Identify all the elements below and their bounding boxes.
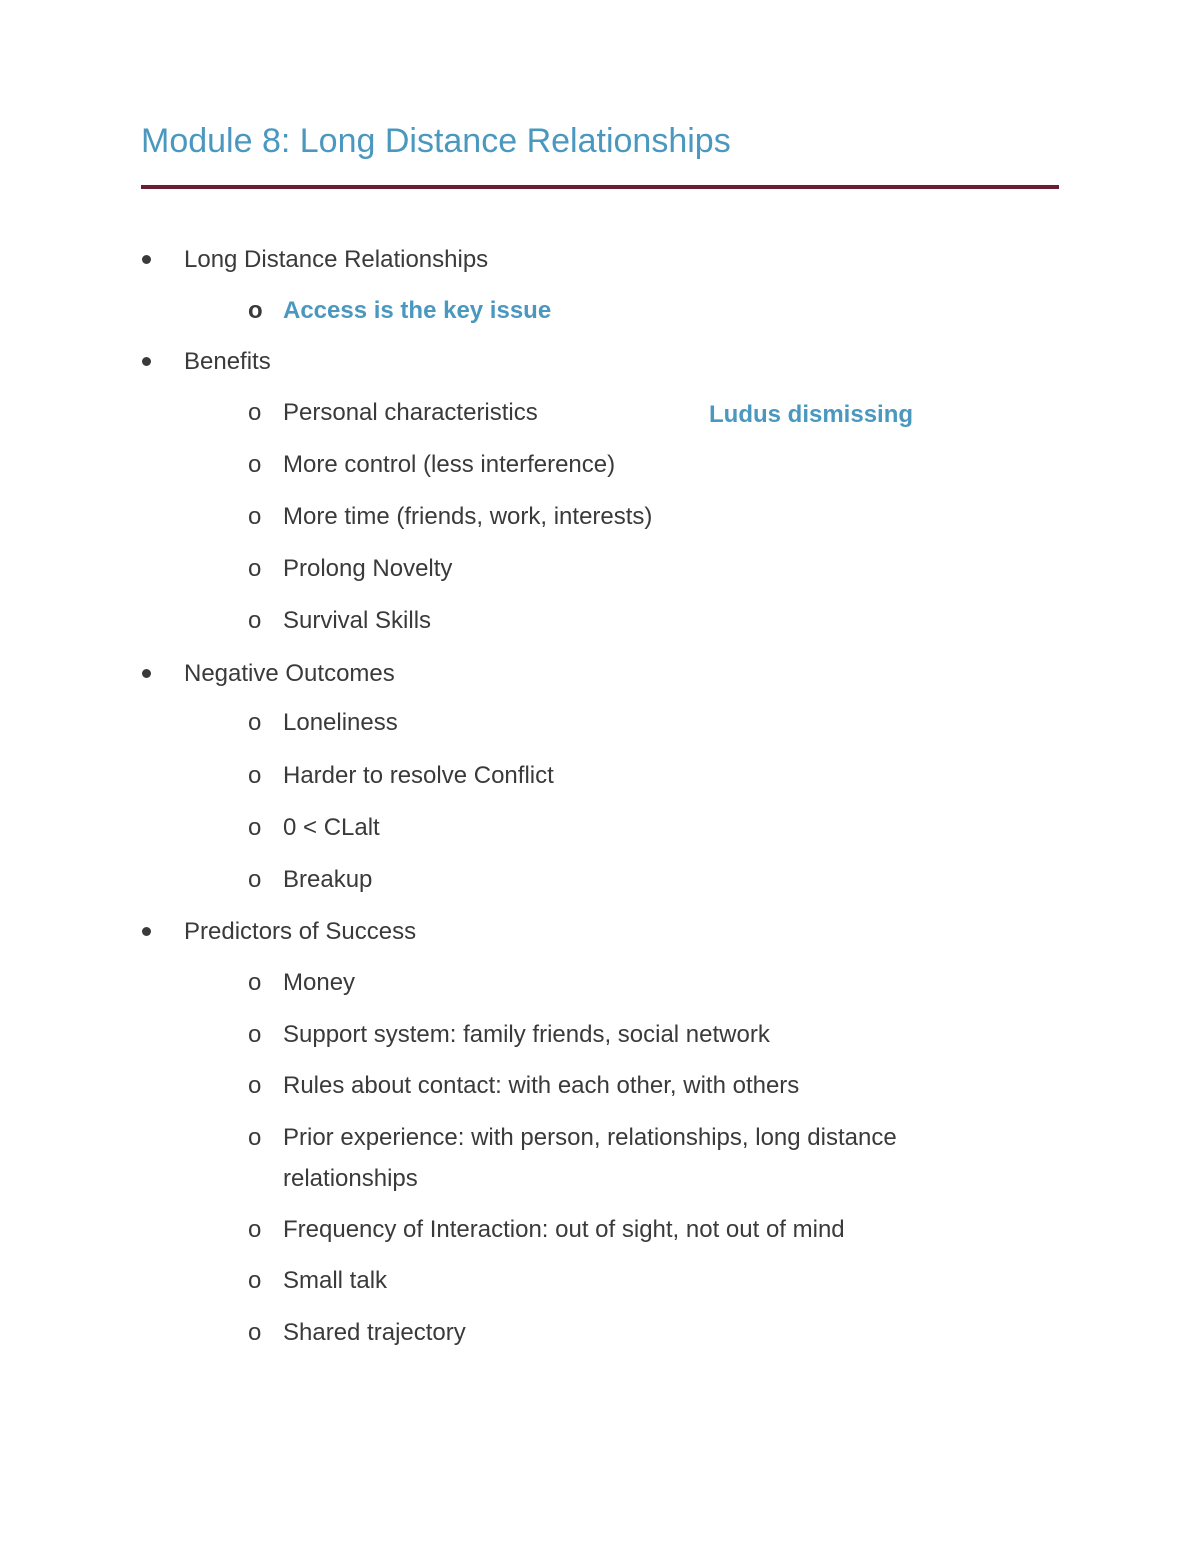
circle-bullet-icon: o <box>248 503 262 530</box>
circle-bullet-icon: o <box>248 555 262 582</box>
list-item: Loneliness <box>283 709 398 736</box>
circle-bullet-icon: o <box>248 297 263 324</box>
circle-bullet-icon: o <box>248 607 262 634</box>
list-item: Support system: family friends, social network <box>283 1021 770 1048</box>
list-item-continuation: relationships <box>283 1165 418 1192</box>
circle-bullet-icon: o <box>248 451 262 478</box>
bullet-icon <box>142 927 151 936</box>
list-item: Prolong Novelty <box>283 555 453 582</box>
title-divider <box>141 185 1059 189</box>
circle-bullet-icon: o <box>248 866 262 893</box>
circle-bullet-icon: o <box>248 709 262 736</box>
section-heading-predictors: Predictors of Success <box>184 918 417 945</box>
list-item: Survival Skills <box>283 607 432 634</box>
list-item: Prior experience: with person, relationships, long distance <box>283 1124 897 1151</box>
list-item: More control (less interference) <box>283 451 616 478</box>
circle-bullet-icon: o <box>248 762 262 789</box>
circle-bullet-icon: o <box>248 399 262 426</box>
list-item: More time (friends, work, interests) <box>283 503 653 530</box>
list-item: 0 < CLalt <box>283 814 380 841</box>
circle-bullet-icon: o <box>248 1319 262 1346</box>
bullet-icon <box>142 357 151 366</box>
circle-bullet-icon: o <box>248 1021 262 1048</box>
section-heading-negative-outcomes: Negative Outcomes <box>184 660 395 687</box>
list-item: Small talk <box>283 1267 388 1294</box>
circle-bullet-icon: o <box>248 1124 262 1151</box>
bullet-icon <box>142 255 151 264</box>
list-item: Personal characteristics <box>283 399 538 426</box>
section-heading-benefits: Benefits <box>184 348 271 375</box>
list-item: Rules about contact: with each other, with others <box>283 1072 800 1099</box>
circle-bullet-icon: o <box>248 814 262 841</box>
circle-bullet-icon: o <box>248 969 262 996</box>
list-item: Money <box>283 969 356 996</box>
list-item: Breakup <box>283 866 373 893</box>
page-title: Module 8: Long Distance Relationships <box>141 122 731 160</box>
circle-bullet-icon: o <box>248 1216 262 1243</box>
section-heading-long-distance: Long Distance Relationships <box>184 246 489 273</box>
side-annotation: Ludus dismissing <box>709 401 914 428</box>
circle-bullet-icon: o <box>248 1072 262 1099</box>
list-item: Shared trajectory <box>283 1319 466 1346</box>
list-item-access-key-issue: Access is the key issue <box>283 297 552 324</box>
bullet-icon <box>142 669 151 678</box>
circle-bullet-icon: o <box>248 1267 262 1294</box>
list-item: Harder to resolve Conflict <box>283 762 554 789</box>
list-item: Frequency of Interaction: out of sight, not out of mind <box>283 1216 845 1243</box>
